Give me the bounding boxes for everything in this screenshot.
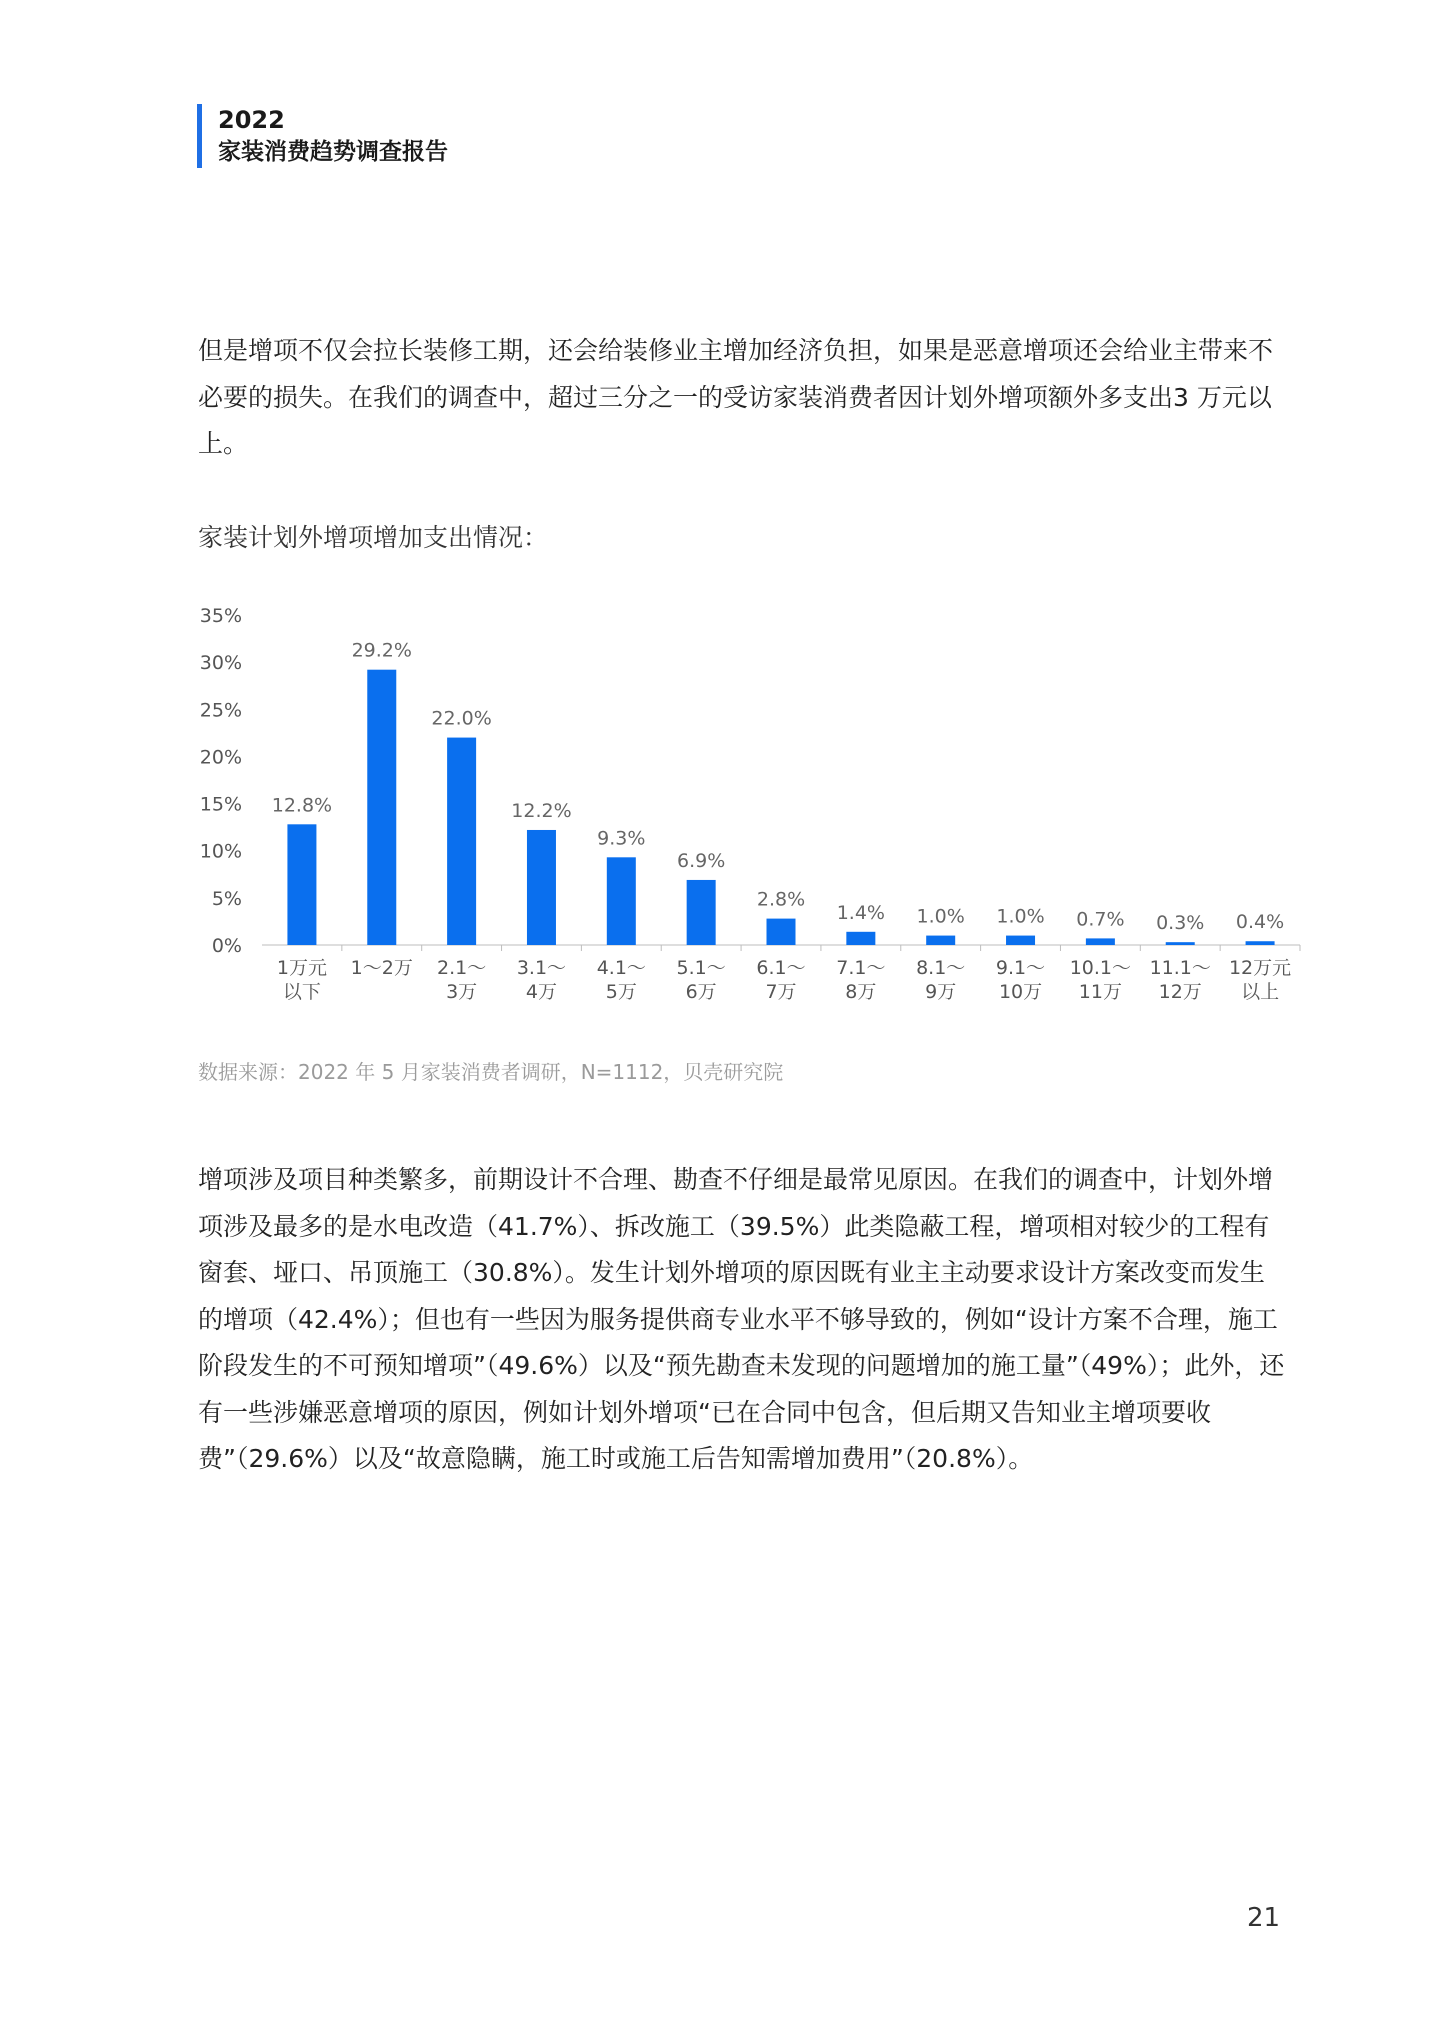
bar-value-label: 0.7% xyxy=(1076,908,1125,931)
x-category-label: 以上 xyxy=(1241,981,1280,1003)
y-tick-label: 30% xyxy=(199,652,242,675)
y-tick-label: 20% xyxy=(199,746,242,769)
bar-value-label: 6.9% xyxy=(677,849,726,872)
y-tick-label: 35% xyxy=(199,605,242,627)
bar-value-label: 1.4% xyxy=(836,901,885,924)
bar xyxy=(846,932,875,945)
x-category-label: 2.1～ xyxy=(437,957,487,979)
bar-value-label: 12.2% xyxy=(511,799,572,822)
x-category-label: 10万 xyxy=(998,981,1043,1003)
x-category-label: 8.1～ xyxy=(916,957,966,979)
report-year: 2022 xyxy=(218,106,285,134)
report-header xyxy=(197,104,448,168)
x-category-label: 7.1～ xyxy=(836,957,886,979)
x-category-label: 5.1～ xyxy=(676,957,726,979)
bar xyxy=(367,670,396,945)
x-category-label: 4.1～ xyxy=(596,957,646,979)
bar xyxy=(1086,938,1115,945)
bar-value-label: 2.8% xyxy=(756,888,806,911)
bar xyxy=(1006,936,1035,945)
bar-value-label: 1.0% xyxy=(996,905,1045,928)
bar-value-label: 9.3% xyxy=(597,827,646,850)
bar-value-label: 12.8% xyxy=(271,794,333,817)
bar-value-label: 1.0% xyxy=(916,905,965,928)
y-tick-label: 25% xyxy=(199,699,242,722)
x-category-label: 11万 xyxy=(1078,981,1122,1003)
bar xyxy=(1246,941,1275,945)
y-tick-label: 0% xyxy=(211,935,242,957)
expense-bar-chart xyxy=(190,600,1310,1020)
x-category-label: 9.1～ xyxy=(995,957,1046,979)
y-tick-label: 5% xyxy=(211,887,242,910)
intro-paragraph: 但是增项不仅会拉长装修工期，还会给装修业主增加经济负担，如果是恶意增项还会给业主带来不必要的损失。在我们的调查中，超过三分之一的受访家装消费者因计划外增项额外多支出3 万元以上。 xyxy=(198,336,1274,458)
source-note: 数据来源：2022 年 5 月家装消费者调研，N=1112，贝壳研究院 xyxy=(198,1060,784,1084)
analysis-paragraph: 增项涉及项目种类繁多，前期设计不合理、勘查不仔细是最常见原因。在我们的调查中，计划外增项涉及最多的是水电改造（41.7%）、拆改施工（39.5%）此类隐蔽工程，增项相对较少的工程有窗套、垭口、吊顶施工（30.8%）。发生计划外增项的原因既有业主主动要求设计方案改变而发生的增项（42.4%）；但也有一些因为服务提供商专业水平不够导致的，例如“设计方案不合理，施工阶段发生的不可预知增项”（49.6%）以及“预先勘查未发现的问题增加的施工量”（49%）；此外，还有一些涉嫌恶意增项的原因，例如计划外增项“已在合同中包含，但后期又告知业主增项要收费”（29.6%）以及“故意隐瞒，施工时或施工后告知需增加费用”（20.8%）。 xyxy=(198,1165,1285,1473)
y-tick-label: 10% xyxy=(199,840,242,863)
x-category-label: 12万 xyxy=(1158,981,1202,1003)
x-category-label: 8万 xyxy=(845,981,877,1003)
bar xyxy=(527,830,556,945)
x-category-label: 10.1～ xyxy=(1069,957,1132,979)
x-category-label: 3万 xyxy=(446,981,478,1003)
x-category-label: 11.1～ xyxy=(1149,957,1211,979)
x-category-label: 12万元 xyxy=(1228,957,1292,979)
x-category-label: 5万 xyxy=(605,981,637,1003)
x-category-label: 3.1～ xyxy=(516,957,567,979)
report-title: 家装消费趋势调查报告 xyxy=(218,139,448,165)
page-number: 21 xyxy=(1247,1903,1281,1933)
x-category-label: 以下 xyxy=(282,981,321,1003)
x-category-label: 4万 xyxy=(525,981,558,1003)
x-category-label: 7万 xyxy=(765,981,797,1003)
bar xyxy=(1166,942,1195,945)
x-category-label: 1～2万 xyxy=(350,957,413,979)
bar xyxy=(607,857,636,945)
bar xyxy=(287,824,316,945)
y-tick-label: 15% xyxy=(199,793,242,816)
bar xyxy=(926,936,955,945)
chart-heading: 家装计划外增项增加支出情况： xyxy=(198,523,549,552)
x-category-label: 6.1～ xyxy=(756,957,806,979)
bar-value-label: 29.2% xyxy=(351,639,412,662)
x-category-label: 6万 xyxy=(685,981,717,1003)
bar xyxy=(767,919,796,945)
x-category-label: 1万元 xyxy=(276,957,327,979)
x-category-label: 9万 xyxy=(925,981,957,1003)
bar-value-label: 0.4% xyxy=(1235,911,1285,934)
bar-value-label: 0.3% xyxy=(1156,912,1205,935)
bar xyxy=(447,738,476,945)
bar-value-label: 22.0% xyxy=(431,707,492,730)
bar xyxy=(687,880,716,945)
